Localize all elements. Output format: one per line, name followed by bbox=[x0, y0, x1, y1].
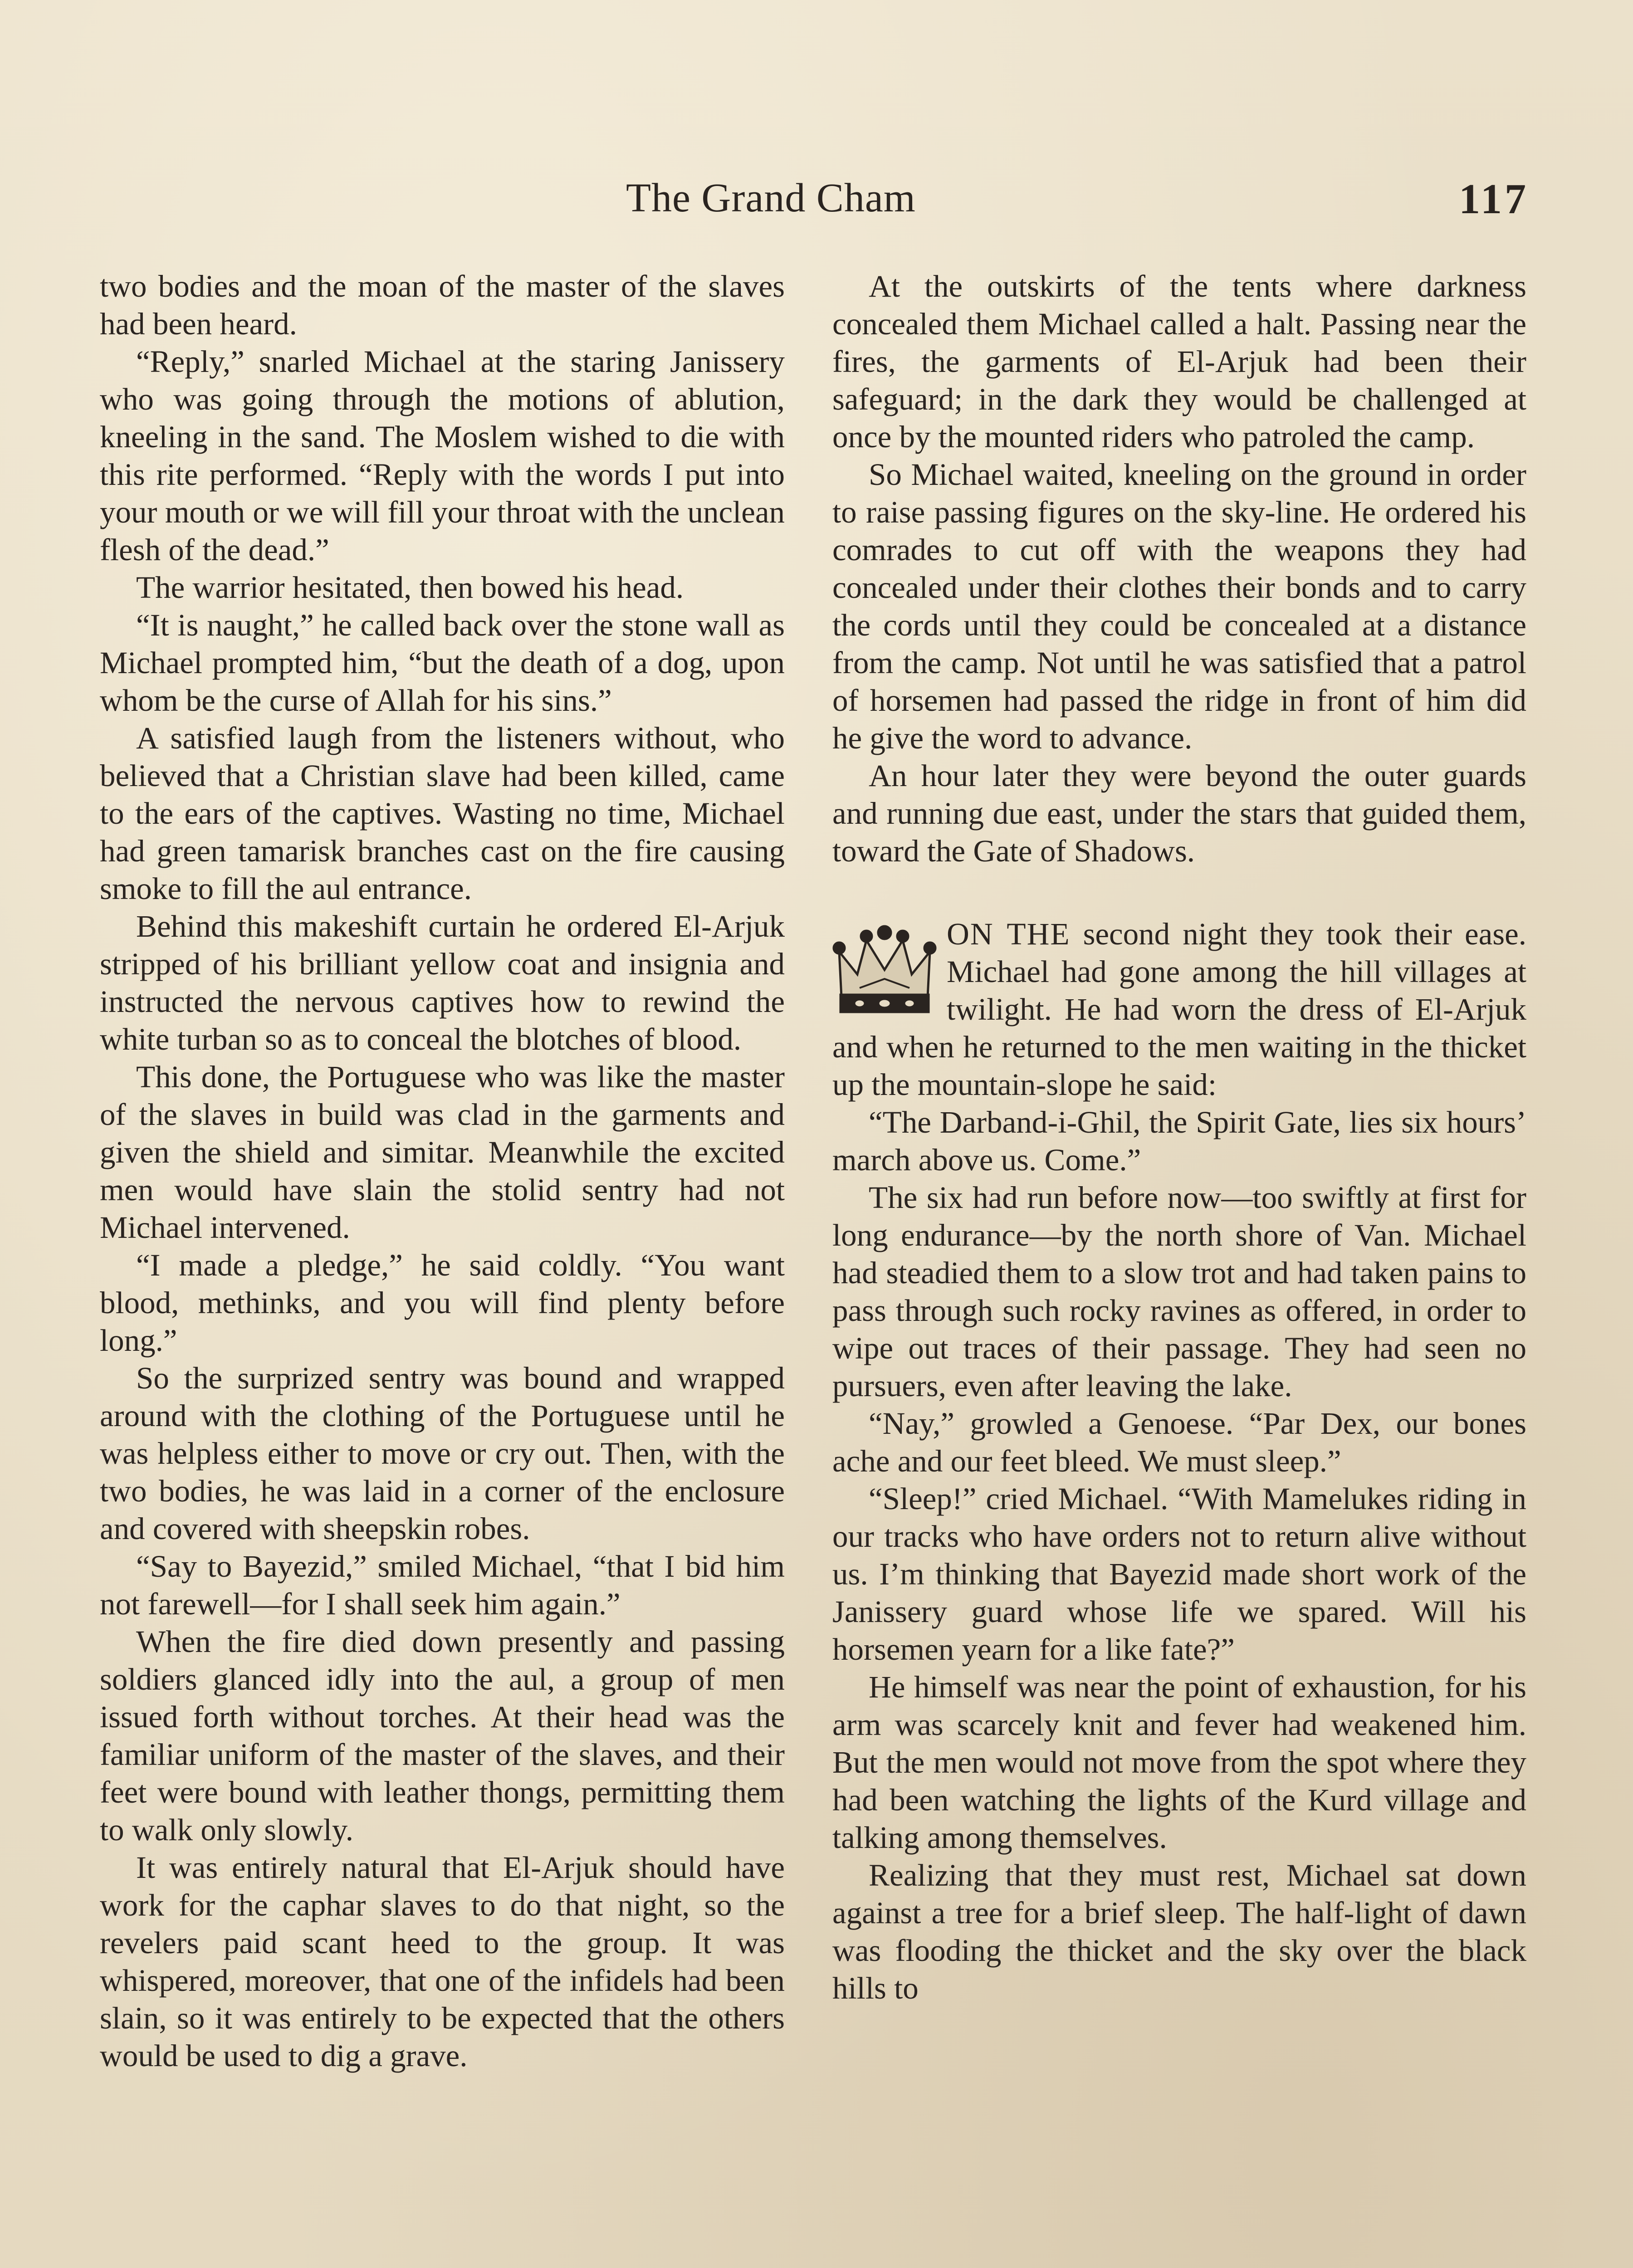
paragraph-text: second night they took their ease. Michael had gone among the hill villages at twilight. He had worn the dress of El-Arjuk and when he returned to the men waiting in the thicket up the mountain-slope he said: bbox=[832, 917, 1526, 1102]
paragraph: It was entirely natural that El-Arjuk should have work for the caphar slaves to do that night, so the revelers paid scant heed to the group. It was whispered, moreover, that one of the infidels had been slain, so it was entirely to be expected that the others would be used to dig a grave. bbox=[100, 1850, 785, 2073]
paragraph: A satisfied laugh from the listeners without, who believed that a Christian slave had been killed, came to the ears of the captives. Wasting no time, Michael had green tamarisk branches cast on the fire causing smoke to fill the aul entrance. bbox=[100, 721, 785, 906]
paragraph: “It is naught,” he called back over the stone wall as Michael prompted him, “but the death of a dog, upon whom be the curse of Allah for his sins.” bbox=[100, 608, 785, 718]
paragraph: “I made a pledge,” he said coldly. “You want blood, methinks, and you will find plenty before long.” bbox=[100, 1248, 785, 1358]
right-column bbox=[832, 268, 1526, 2007]
paragraph: Realizing that they must rest, Michael sat down against a tree for a brief sleep. The half-light of dawn was flooding the thicket and the sky over the black hills to bbox=[832, 1858, 1526, 2005]
section-opening-paragraph bbox=[832, 915, 1526, 1104]
paragraph: An hour later they were beyond the outer guards and running due east, under the stars that guided them, toward the Gate of Shadows. bbox=[832, 758, 1526, 868]
running-title: The Grand Cham bbox=[626, 176, 916, 220]
paragraph: “The Darband-i-Ghil, the Spirit Gate, lies six hours’ march above us. Come.” bbox=[832, 1105, 1526, 1177]
paragraph: The warrior hesitated, then bowed his head. bbox=[136, 570, 684, 605]
paragraph: Behind this makeshift curtain he ordered El-Arjuk stripped of his brilliant yellow coat and insignia and instructed the nervous captives how to rewind the white turban so as to conceal the blotches of blood. bbox=[100, 909, 785, 1056]
left-column bbox=[100, 268, 785, 2075]
section-lead: ON THE bbox=[947, 917, 1071, 951]
running-header bbox=[0, 175, 1633, 229]
page-number: 117 bbox=[1459, 176, 1529, 223]
paragraph: “Sleep!” cried Michael. “With Mamelukes riding in our tracks who have orders not to return alive without us. I’m thinking that Bayezid made short work of the Janissery guard whose life we spared. Will his horsemen yearn for a like fate?” bbox=[832, 1481, 1526, 1667]
paragraph: “Say to Bayezid,” smiled Michael, “that I bid him not farewell—for I shall seek him again.” bbox=[100, 1549, 785, 1621]
paragraph: This done, the Portuguese who was like the master of the slaves in build was clad in the garments and given the shield and simitar. Meanwhile the excited men would have slain the stolid sentry had not Michael intervened. bbox=[100, 1060, 785, 1245]
crown-icon bbox=[832, 920, 937, 1020]
paragraph: two bodies and the moan of the master of the slaves had been heard. bbox=[100, 269, 785, 341]
paragraph: “Reply,” snarled Michael at the staring Janissery who was going through the motions of ablution, kneeling in the sand. The Moslem wished to die with this rite performed. “Reply with the words I put into your mouth or we will fill your throat with the unclean flesh of the dead.” bbox=[100, 344, 785, 567]
paragraph: “Nay,” growled a Genoese. “Par Dex, our bones ache and our feet bleed. We must sleep.” bbox=[832, 1406, 1526, 1478]
paragraph: He himself was near the point of exhaustion, for his arm was scarcely knit and fever had weakened him. But the men would not move from the spot where they had been watching the lights of the Kurd village and talking among themselves. bbox=[832, 1670, 1526, 1855]
paragraph: When the fire died down presently and passing soldiers glanced idly into the aul, a group of men issued forth without torches. At their head was the familiar uniform of the master of the slaves, and their feet were bound with leather thongs, permitting them to walk only slowly. bbox=[100, 1624, 785, 1847]
paragraph: So Michael waited, kneeling on the ground in order to raise passing figures on the sky-line. He ordered his comrades to cut off with the weapons they had concealed under their clothes their bonds and to carry the cords until they could be concealed at a distance from the camp. Not until he was satisfied that a patrol of horsemen had passed the ridge in front of him did he give the word to advance. bbox=[832, 457, 1526, 755]
paragraph: The six had run before now—too swiftly at first for long endurance—by the north shore of Van. Michael had steadied them to a slow trot and had taken pains to pass through such rocky ravines as offered, in order to wipe out traces of their passage. They had seen no pursuers, even after leaving the lake. bbox=[832, 1180, 1526, 1403]
paragraph: At the outskirts of the tents where darkness concealed them Michael called a halt. Passing near the fires, the garments of El-Arjuk had been their safeguard; in the dark they would be challenged at once by the mounted riders who patroled the camp. bbox=[832, 269, 1526, 454]
paragraph: So the surprized sentry was bound and wrapped around with the clothing of the Portuguese until he was helpless either to move or cry out. Then, with the two bodies, he was laid in a corner of the enclosure and covered with sheepskin robes. bbox=[100, 1361, 785, 1546]
